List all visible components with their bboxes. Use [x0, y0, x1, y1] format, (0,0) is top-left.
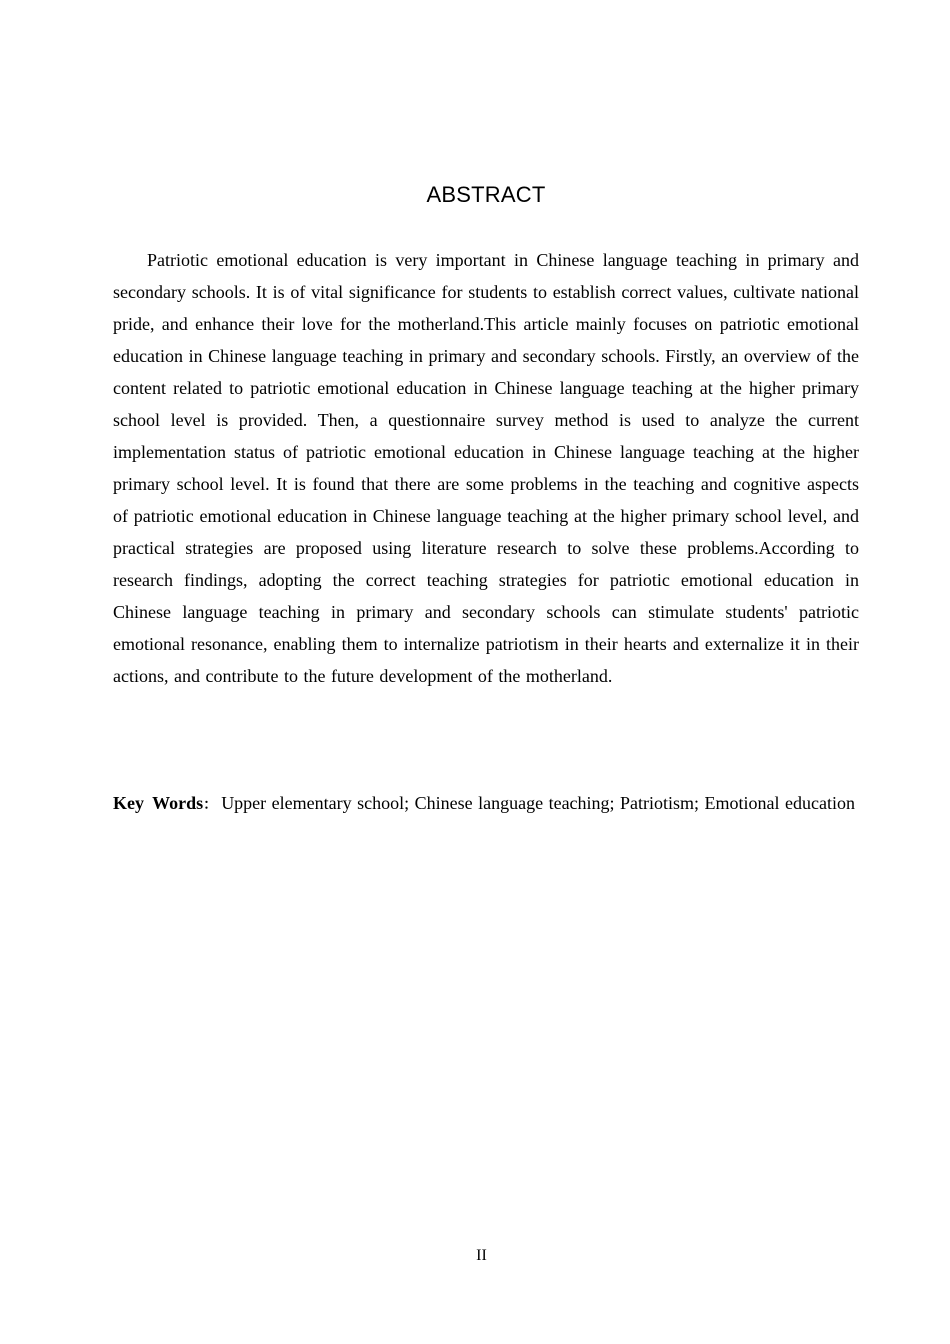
keywords-paragraph [113, 787, 859, 822]
keywords-list: Upper elementary school; Chinese language teaching; Patriotism; Emotional education [221, 793, 856, 813]
abstract-title: ABSTRACT [426, 182, 546, 207]
keywords-separator: ： [203, 798, 218, 813]
abstract-body: Patriotic emotional education is very important in Chinese language teaching in primary and secondary schools. It is of vital significance for students to establish correct values, cultivate national pride, and enhance their love for the motherland.This article mainly focuses on patriotic emotional education in Chinese language teaching in primary and secondary schools. Firstly, an overview of the content related to patriotic emotional education in Chinese language teaching at the higher primary school level is provided. Then, a questionnaire survey method is used to analyze the current implementation status of patriotic emotional education in Chinese language teaching at the higher primary school level. It is found that there are some problems in the teaching and cognitive aspects of patriotic emotional education in Chinese language teaching at the higher primary school level, and practical strategies are proposed using literature research to solve these problems.According to research findings, adopting the correct teaching strategies for patriotic emotional education in Chinese language teaching in primary and secondary schools can stimulate students' patriotic emotional resonance, enabling them to internalize patriotism in their hearts and externalize it in their actions, and contribute to the future development of the motherland. [113, 250, 859, 686]
keywords-label: Key Words [113, 793, 204, 813]
page-number: II [476, 1247, 487, 1264]
